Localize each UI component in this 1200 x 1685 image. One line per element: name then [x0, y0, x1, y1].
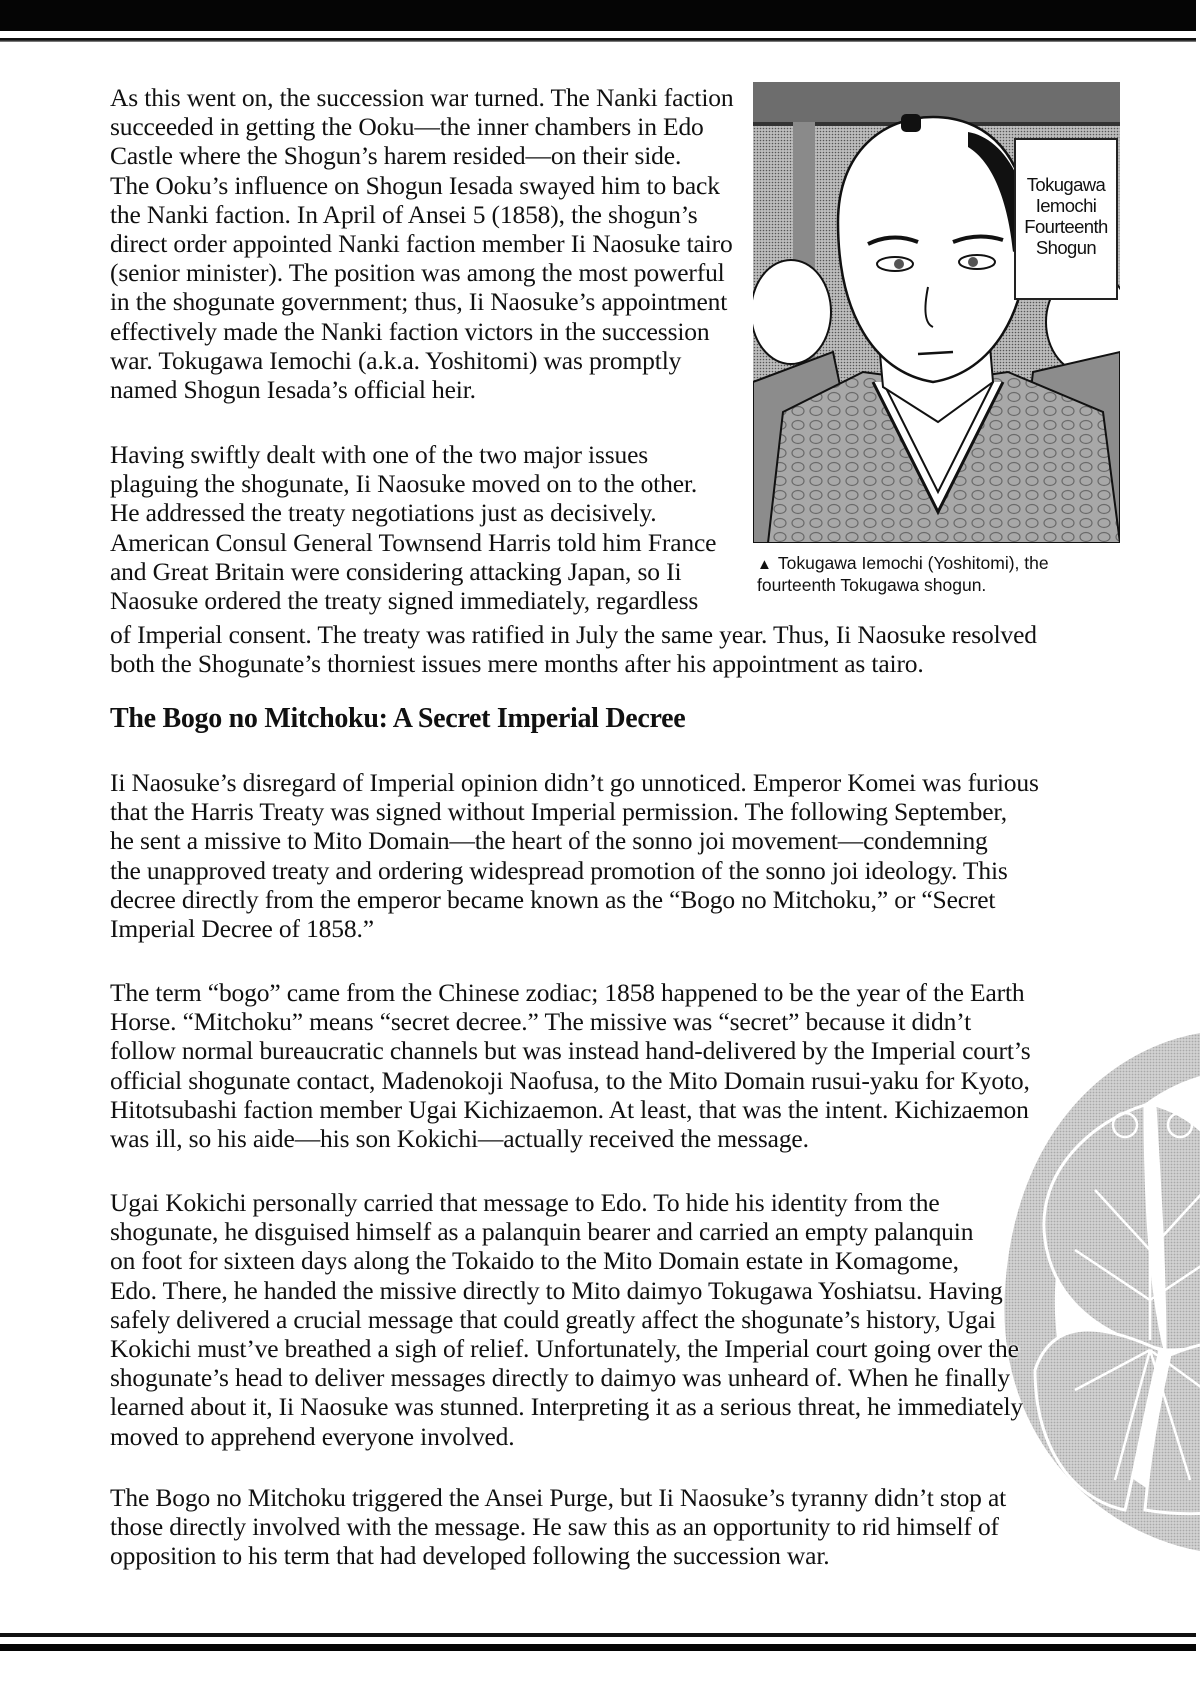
text-line: Horse. “Mitchoku” means “secret decree.” The missive was “secret” because it didn’t: [110, 1007, 972, 1037]
paragraph-bogo-term: [110, 978, 1110, 1153]
text-line: The term “bogo” came from the Chinese zodiac; 1858 happened to be the year of the Earth: [110, 978, 1025, 1007]
text-line: American Consul General Townsend Harris told him France: [110, 527, 717, 557]
text-line: opposition to his term that had developed following the succession war.: [110, 1541, 830, 1571]
text-line: both the Shogunate’s thorniest issues mere months after his appointment as tairo.: [110, 649, 924, 679]
text-line: Castle where the Shogun’s harem resided—on their side.: [110, 141, 682, 171]
text-line: plaguing the shogunate, Ii Naosuke moved on to the other.: [110, 469, 698, 499]
text-line: follow normal bureaucratic channels but was instead hand-delivered by the Imperial court’s: [110, 1036, 1031, 1066]
character-name-box: [1014, 138, 1118, 300]
text-line: the unapproved treaty and ordering widespread promotion of the sonno joi ideology. This: [110, 855, 1008, 885]
text-line: Kokichi must’ve breathed a sigh of relief. Unfortunately, the Imperial court going over the: [110, 1334, 1019, 1364]
text-line: succeeded in getting the Ooku—the inner chambers in Edo: [110, 112, 704, 142]
illustration-caption: [757, 553, 1137, 595]
text-line: He addressed the treaty negotiations just as decisively.: [110, 498, 657, 528]
text-line: direct order appointed Nanki faction member Ii Naosuke tairo: [110, 229, 733, 259]
text-line: and Great Britain were considering attacking Japan, so Ii: [110, 556, 682, 586]
name-box-line: Tokugawa: [1026, 174, 1106, 195]
paragraph-treaty: [110, 440, 750, 615]
text-line: moved to apprehend everyone involved.: [110, 1421, 515, 1451]
text-line: Imperial Decree of 1858.”: [110, 914, 374, 944]
text-line: The Ooku’s influence on Shogun Iesada swayed him to back: [110, 170, 720, 200]
text-line: shogunate, he disguised himself as a palanquin bearer and carried an empty palanquin: [110, 1217, 974, 1247]
text-line: Edo. There, he handed the missive directly to Mito daimyo Tokugawa Yoshiatsu. Having: [110, 1275, 1003, 1305]
caption-line: Tokugawa Iemochi (Yoshitomi), the: [777, 553, 1049, 573]
text-line: Ii Naosuke’s disregard of Imperial opinion didn’t go unnoticed. Emperor Komei was furious: [110, 768, 1039, 797]
paragraph-ugai-kokichi: [110, 1188, 1110, 1451]
text-line: decree directly from the emperor became known as the “Bogo no Mitchoku,” or “Secret: [110, 884, 996, 914]
name-box-line: Shogun: [1035, 237, 1097, 258]
manga-illustration-iemochi: [753, 82, 1120, 543]
caption-line: fourteenth Tokugawa shogun.: [757, 575, 987, 595]
paragraph-succession: [110, 83, 750, 404]
text-line: Having swiftly dealt with one of the two major issues: [110, 440, 649, 469]
footer-rule-thick: [0, 1644, 1196, 1651]
text-line: he sent a missive to Mito Domain—the heart of the sonno joi movement—condemning: [110, 826, 988, 856]
text-line: the Nanki faction. In April of Ansei 5 (1858), the shogun’s: [110, 199, 698, 229]
section-heading: The Bogo no Mitchoku: A Secret Imperial Decree: [110, 703, 686, 734]
text-line: (senior minister). The position was among the most powerful: [110, 258, 725, 288]
text-line: effectively made the Nanki faction victors in the succession: [110, 316, 710, 346]
name-box-line: Fourteenth: [1024, 216, 1108, 237]
header-rule: [0, 38, 1196, 42]
text-line: shogunate’s head to deliver messages directly to daimyo was unheard of. When he finally: [110, 1363, 1010, 1393]
text-line: in the shogunate government; thus, Ii Naosuke’s appointment: [110, 287, 728, 317]
text-line: on foot for sixteen days along the Tokaido to the Mito Domain estate in Komagome,: [110, 1246, 959, 1276]
text-line: named Shogun Iesada’s official heir.: [110, 375, 476, 405]
triangle-marker-icon: ▲: [757, 556, 772, 573]
text-line: learned about it, Ii Naosuke was stunned. Interpreting it as a serious threat, he immediately: [110, 1392, 1023, 1422]
name-box-line: Iemochi: [1035, 195, 1097, 216]
text-line: those directly involved with the message. He saw this as an opportunity to rid himself of: [110, 1512, 999, 1542]
footer-rule-thin: [0, 1633, 1196, 1637]
paragraph-ansei-purge: [110, 1483, 1110, 1571]
text-line: of Imperial consent. The treaty was ratified in July the same year. Thus, Ii Naosuke resolved: [110, 620, 1037, 649]
text-line: safely delivered a crucial message that could greatly affect the shogunate’s history, Ugai: [110, 1304, 996, 1334]
text-line: As this went on, the succession war turned. The Nanki faction: [110, 83, 734, 112]
text-line: that the Harris Treaty was signed without Imperial permission. The following September,: [110, 797, 1007, 827]
paragraph-treaty-continued: [110, 620, 1110, 678]
text-line: war. Tokugawa Iemochi (a.k.a. Yoshitomi) was promptly: [110, 345, 682, 375]
text-line: The Bogo no Mitchoku triggered the Ansei Purge, but Ii Naosuke’s tyranny didn’t stop at: [110, 1483, 1007, 1512]
text-line: Ugai Kokichi personally carried that message to Edo. To hide his identity from the: [110, 1188, 940, 1217]
paragraph-emperor-komei: [110, 768, 1110, 943]
text-line: Hitotsubashi faction member Ugai Kichizaemon. At least, that was the intent. Kichizaemon: [110, 1094, 1029, 1124]
text-line: official shogunate contact, Madenokoji Naofusa, to the Mito Domain rusui-yaku for Kyoto,: [110, 1065, 1030, 1095]
text-line: was ill, so his aide—his son Kokichi—actually received the message.: [110, 1124, 809, 1154]
text-line: Naosuke ordered the treaty signed immediately, regardless: [110, 586, 699, 616]
header-black-bar: [0, 0, 1196, 31]
